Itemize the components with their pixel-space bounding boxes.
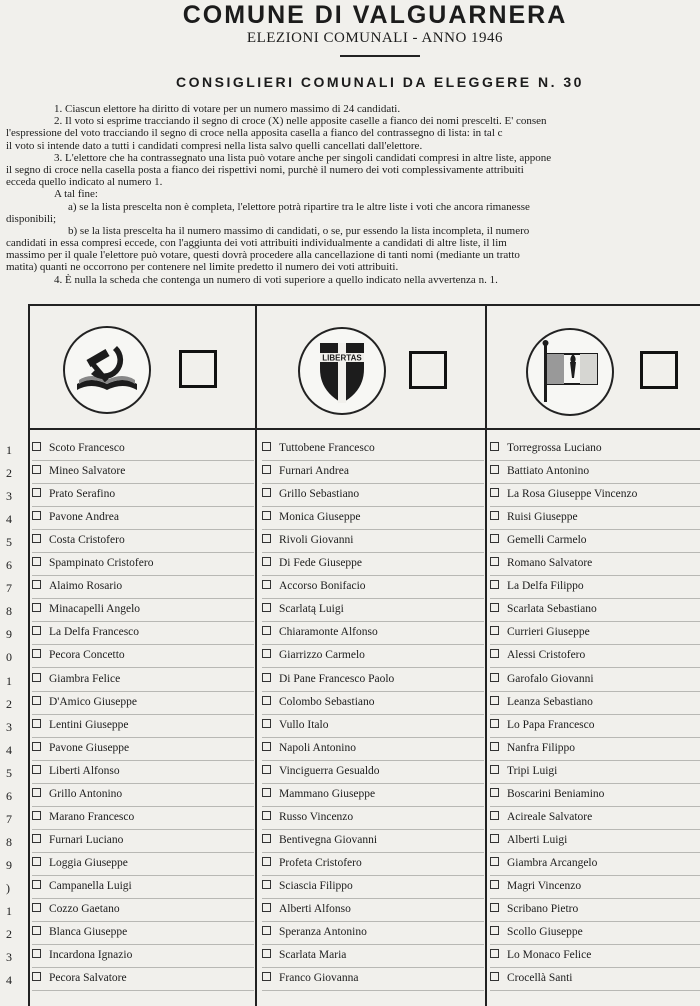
candidate-name: Romano Salvatore	[507, 557, 593, 570]
candidate-checkbox[interactable]	[262, 903, 271, 912]
candidate-row[interactable]	[490, 598, 700, 622]
candidate-row[interactable]	[262, 944, 484, 968]
candidate-row[interactable]	[32, 460, 254, 484]
candidate-row[interactable]	[490, 921, 700, 945]
candidate-row[interactable]	[262, 852, 484, 876]
candidate-row[interactable]	[32, 529, 254, 553]
candidate-name: Liberti Alfonso	[49, 764, 120, 777]
candidate-name: Torregrossa Luciano	[507, 442, 602, 454]
instruction-line: 4. È nulla la scheda che contenga un numero di voti superiore a quello indicato nella avvertenza n. 1.	[54, 273, 498, 286]
candidate-name: Scribano Pietro	[507, 903, 579, 915]
candidate-row[interactable]	[32, 898, 254, 922]
candidate-name: Profeta Cristofero	[279, 856, 362, 869]
candidate-name: Lo Papa Francesco	[507, 718, 595, 731]
emblem-row-divider	[28, 428, 700, 430]
candidate-row[interactable]	[32, 829, 254, 853]
candidate-checkbox[interactable]	[262, 673, 271, 682]
candidate-checkbox[interactable]	[32, 511, 41, 520]
candidate-checkbox[interactable]	[32, 903, 41, 912]
candidate-name: Cozzo Gaetano	[49, 903, 120, 915]
row-number: 2	[6, 696, 12, 711]
candidate-name: Loggia Giuseppe	[49, 856, 128, 869]
candidate-checkbox[interactable]	[32, 603, 41, 612]
candidate-checkbox[interactable]	[32, 465, 41, 474]
candidate-row[interactable]	[262, 760, 484, 784]
candidate-row[interactable]	[490, 737, 700, 761]
candidate-row[interactable]	[32, 644, 254, 668]
candidate-name: Giambra Felice	[49, 672, 121, 685]
row-number: 3	[6, 719, 12, 734]
candidate-row[interactable]	[490, 506, 700, 530]
libertas-label: LIBERTAS	[322, 353, 362, 363]
candidate-name: Alaimo Rosario	[49, 580, 123, 593]
instruction-line: il voto si intende dato a tutti i candidati compresi nella lista salvo quelli cancellati dall'elettore.	[6, 139, 423, 152]
candidate-checkbox[interactable]	[262, 580, 271, 589]
row-number: 3	[6, 950, 12, 965]
candidate-name: La Delfa Filippo	[507, 580, 584, 593]
candidate-name: Battiato Antonino	[507, 465, 590, 478]
candidate-checkbox[interactable]	[490, 788, 499, 797]
candidate-row[interactable]	[490, 691, 700, 715]
flag-icon	[528, 330, 612, 414]
list-1-vote-box[interactable]	[179, 350, 217, 388]
instruction-line: l'espressione del voto tracciando il segno di croce nella apposita casella a fianco del contrassegno di lista: in tal c	[6, 127, 503, 140]
row-number: 0	[6, 650, 12, 665]
candidate-name: Vinciguerra Gesualdo	[279, 764, 380, 777]
row-number: 1	[6, 443, 12, 457]
candidate-name: Grillo Sebastiano	[279, 488, 360, 501]
candidate-checkbox[interactable]	[32, 949, 41, 958]
candidate-name: Gemelli Carmelo	[507, 534, 587, 547]
candidate-checkbox[interactable]	[262, 442, 271, 451]
candidate-checkbox[interactable]	[32, 557, 41, 566]
candidate-row[interactable]	[262, 621, 484, 645]
candidate-name: Incardona Ignazio	[49, 949, 133, 962]
candidate-row[interactable]	[490, 668, 700, 692]
candidate-name: Di Fede Giuseppe	[279, 557, 363, 570]
candidate-name: Campanella Luigi	[49, 879, 132, 892]
candidate-checkbox[interactable]	[32, 580, 41, 589]
candidate-name: Ruisi Giuseppe	[507, 511, 578, 524]
candidate-name: Scollo Giuseppe	[507, 926, 583, 939]
candidate-checkbox[interactable]	[490, 857, 499, 866]
candidate-checkbox[interactable]	[490, 557, 499, 566]
candidate-name: La Delfa Francesco	[49, 626, 140, 639]
candidate-name: Speranza Antonino	[279, 926, 367, 939]
candidate-checkbox[interactable]	[32, 696, 41, 705]
candidate-name: Minacapelli Angelo	[49, 603, 141, 616]
candidate-checkbox[interactable]	[32, 880, 41, 889]
candidate-row[interactable]	[32, 691, 254, 715]
row-number: 6	[6, 788, 12, 803]
row-number: 8	[6, 834, 12, 849]
candidate-row[interactable]	[32, 967, 254, 991]
instruction-line: ecceda quello indicato al numero 1.	[6, 176, 163, 189]
candidate-name: Vullo Italo	[279, 718, 329, 731]
candidate-checkbox[interactable]	[32, 649, 41, 658]
row-number: 7	[6, 581, 12, 596]
candidate-name: Franco Giovanna	[279, 972, 359, 985]
candidate-checkbox[interactable]	[490, 834, 499, 843]
candidate-name: Monica Giuseppe	[279, 511, 361, 524]
candidate-row[interactable]	[262, 806, 484, 830]
candidate-checkbox[interactable]	[490, 765, 499, 774]
candidate-checkbox[interactable]	[490, 811, 499, 820]
candidate-checkbox[interactable]	[490, 673, 499, 682]
shield-icon	[300, 329, 384, 413]
row-number: 5	[6, 535, 12, 550]
candidate-name: Spampinato Cristofero	[49, 557, 154, 570]
hammer-sickle-icon	[65, 328, 149, 412]
candidate-row[interactable]	[490, 852, 700, 876]
candidate-row[interactable]	[32, 437, 254, 461]
candidate-name: Mineo Salvatore	[49, 465, 126, 478]
row-number: )	[6, 880, 10, 895]
candidate-checkbox[interactable]	[490, 534, 499, 543]
candidate-name: D'Amico Giuseppe	[49, 695, 137, 708]
candidate-checkbox[interactable]	[32, 857, 41, 866]
candidate-checkbox[interactable]	[262, 880, 271, 889]
candidate-checkbox[interactable]	[32, 626, 41, 635]
candidate-checkbox[interactable]	[262, 719, 271, 728]
row-number: 9	[6, 627, 12, 642]
candidate-checkbox[interactable]	[490, 580, 499, 589]
candidate-name: Colombo Sebastiano	[279, 695, 375, 708]
candidate-checkbox[interactable]	[262, 465, 271, 474]
candidate-row[interactable]	[32, 714, 254, 738]
instruction-line: massimo per il quale l'elettore può votare, questi dovrà procedere alla cancellazione di tanti nomi (mediante un tratto	[6, 249, 520, 262]
candidate-checkbox[interactable]	[490, 903, 499, 912]
candidate-name: Pavone Andrea	[49, 511, 119, 524]
candidate-row[interactable]	[490, 875, 700, 899]
candidate-checkbox[interactable]	[32, 972, 41, 981]
candidate-checkbox[interactable]	[262, 696, 271, 705]
candidate-checkbox[interactable]	[262, 649, 271, 658]
candidate-checkbox[interactable]	[490, 465, 499, 474]
candidate-row[interactable]	[32, 806, 254, 830]
candidate-name: Tuttobene Francesco	[279, 442, 375, 454]
candidate-name: Magri Vincenzo	[507, 879, 582, 892]
instruction-line: 1. Ciascun elettore ha diritto di votare per un numero massimo di 24 candidati.	[54, 103, 401, 115]
candidate-row[interactable]	[490, 783, 700, 807]
candidate-row[interactable]	[490, 760, 700, 784]
candidate-checkbox[interactable]	[32, 765, 41, 774]
candidate-row[interactable]	[262, 437, 484, 461]
candidate-name: Crocellà Santi	[507, 972, 573, 985]
candidate-checkbox[interactable]	[490, 742, 499, 751]
candidate-row[interactable]	[262, 921, 484, 945]
column-divider	[485, 306, 487, 1006]
candidate-row[interactable]	[32, 783, 254, 807]
candidate-row[interactable]	[262, 598, 484, 622]
candidate-checkbox[interactable]	[262, 488, 271, 497]
candidate-row[interactable]	[262, 783, 484, 807]
candidate-row[interactable]	[490, 483, 700, 507]
candidate-name: Di Pane Francesco Paolo	[279, 672, 395, 685]
candidate-row[interactable]	[32, 621, 254, 645]
candidate-checkbox[interactable]	[32, 811, 41, 820]
candidate-name: Blanca Giuseppe	[49, 926, 128, 939]
row-number: 7	[6, 811, 12, 826]
candidate-checkbox[interactable]	[262, 511, 271, 520]
candidate-row[interactable]	[32, 852, 254, 876]
candidate-checkbox[interactable]	[490, 649, 499, 658]
candidate-row[interactable]	[490, 644, 700, 668]
candidate-name: Bentivegna Giovanni	[279, 833, 378, 846]
row-number: 8	[6, 604, 12, 619]
candidate-row[interactable]	[32, 737, 254, 761]
candidate-row[interactable]	[262, 529, 484, 553]
row-number: 3	[6, 489, 12, 504]
candidate-checkbox[interactable]	[262, 788, 271, 797]
candidate-name: Giarrizzo Carmelo	[279, 649, 365, 662]
candidate-name: Accorso Bonifacio	[279, 580, 366, 593]
row-number: 2	[6, 927, 12, 942]
candidate-row[interactable]	[32, 483, 254, 507]
candidate-checkbox[interactable]	[262, 949, 271, 958]
candidate-checkbox[interactable]	[490, 972, 499, 981]
candidate-row[interactable]	[490, 437, 700, 461]
list-2-vote-box[interactable]	[409, 351, 447, 389]
row-number: 4	[6, 973, 12, 988]
row-number: 6	[6, 558, 12, 573]
candidate-checkbox[interactable]	[32, 534, 41, 543]
instruction-line: 3. L'elettore che ha contrassegnato una lista può votare anche per singoli candidati compresi in altre liste, appone	[54, 151, 552, 164]
candidate-row[interactable]	[490, 967, 700, 991]
candidate-name: Currieri Giuseppe	[507, 626, 590, 639]
candidate-row[interactable]	[262, 483, 484, 507]
candidate-name: Lo Monaco Felice	[507, 949, 592, 962]
candidate-row[interactable]	[262, 737, 484, 761]
candidate-checkbox[interactable]	[490, 442, 499, 451]
instruction-line: 2. Il voto si esprime tracciando il segno di croce (X) nelle apposite caselle a fianco dei nomi prescelti. E' consen	[54, 115, 547, 128]
instruction-line: a) se la lista prescelta non è completa, l'elettore potrà ripartire tra le altre liste i voti che ancora rimanesse	[68, 200, 530, 213]
candidate-checkbox[interactable]	[490, 511, 499, 520]
candidate-row[interactable]	[32, 506, 254, 530]
candidate-name: Russo Vincenzo	[279, 810, 354, 823]
title-rule	[340, 55, 420, 57]
candidate-checkbox[interactable]	[32, 834, 41, 843]
candidate-name: Pecora Concetto	[49, 649, 125, 662]
candidate-checkbox[interactable]	[262, 811, 271, 820]
row-number: 2	[6, 466, 12, 481]
ballot-subtitle: ELEZIONI COMUNALI - ANNO 1946	[246, 30, 504, 46]
instruction-line: disponibili;	[6, 212, 57, 225]
candidate-name: Rivoli Giovanni	[279, 534, 354, 547]
candidate-checkbox[interactable]	[490, 696, 499, 705]
candidate-row[interactable]	[262, 668, 484, 692]
candidate-checkbox[interactable]	[32, 673, 41, 682]
candidate-row[interactable]	[490, 529, 700, 553]
ballot-heading: CONSIGLIERI COMUNALI DA ELEGGERE N. 30	[176, 74, 584, 90]
candidate-name: Alberti Luigi	[507, 833, 568, 846]
candidate-name: Grillo Antonino	[49, 787, 123, 800]
candidate-row[interactable]	[262, 575, 484, 599]
candidate-checkbox[interactable]	[490, 880, 499, 889]
instruction-line: matita) quanti ne occorrono per contenere nel limite predetto il numero dei voti attribuiti.	[6, 261, 399, 274]
candidate-name: Furnari Luciano	[49, 833, 124, 846]
instruction-line: b) se la lista prescelta ha il numero massimo di candidati, o se, pur essendo la lista incompleta, il numero	[68, 224, 530, 237]
candidate-checkbox[interactable]	[490, 926, 499, 935]
candidate-checkbox[interactable]	[262, 742, 271, 751]
instruction-line: A tal fine:	[54, 188, 98, 201]
candidate-name: Scoto Francesco	[49, 442, 125, 454]
candidate-checkbox[interactable]	[490, 603, 499, 612]
candidate-row[interactable]	[262, 506, 484, 530]
candidate-row[interactable]	[262, 875, 484, 899]
flag-torch-emblem[interactable]	[526, 328, 614, 416]
candidate-row[interactable]	[262, 552, 484, 576]
candidate-checkbox[interactable]	[32, 719, 41, 728]
candidate-name: Giambra Arcangelo	[507, 856, 598, 869]
candidate-checkbox[interactable]	[32, 742, 41, 751]
crusader-shield-emblem[interactable]	[298, 327, 386, 415]
candidate-checkbox[interactable]	[490, 949, 499, 958]
candidate-checkbox[interactable]	[490, 488, 499, 497]
candidate-checkbox[interactable]	[32, 442, 41, 451]
candidate-row[interactable]	[32, 598, 254, 622]
candidate-name: Leanza Sebastiano	[507, 695, 593, 708]
candidate-checkbox[interactable]	[262, 557, 271, 566]
row-number: 5	[6, 765, 12, 780]
candidate-row[interactable]	[32, 875, 254, 899]
candidate-name: Costa Cristofero	[49, 534, 125, 547]
candidate-name: Garofalo Giovanni	[507, 672, 594, 685]
voting-instructions	[6, 103, 700, 286]
row-number: 4	[6, 742, 12, 757]
candidate-row[interactable]	[490, 575, 700, 599]
candidate-name: Acireale Salvatore	[507, 810, 593, 823]
candidate-checkbox[interactable]	[262, 626, 271, 635]
candidate-name: Alessi Cristofero	[507, 649, 586, 662]
candidate-name: Nanfra Filippo	[507, 741, 576, 754]
hammer-sickle-book-emblem[interactable]	[63, 326, 151, 414]
candidate-row[interactable]	[490, 829, 700, 853]
candidate-name: Marano Francesco	[49, 810, 135, 823]
candidate-name: Chiaramonte Alfonso	[279, 626, 378, 639]
candidate-checkbox[interactable]	[262, 926, 271, 935]
candidate-name: Scarlatą Luigi	[279, 603, 344, 616]
candidate-row[interactable]	[262, 691, 484, 715]
candidate-name: Lentini Giuseppe	[49, 718, 129, 731]
candidate-checkbox[interactable]	[262, 765, 271, 774]
candidate-name: Sciascia Filippo	[279, 879, 353, 892]
candidate-name: Boscarini Beniamino	[507, 787, 605, 800]
candidate-name: Pecora Salvatore	[49, 972, 127, 985]
candidate-name: Furnari Andrea	[279, 465, 349, 478]
instruction-line: candidati in essa compresi eccede, con l'aggiunta dei voti attribuiti individualmente a candidati di altre liste, il lim	[6, 237, 507, 250]
candidate-name: Prato Serafino	[49, 488, 116, 501]
candidate-checkbox[interactable]	[262, 534, 271, 543]
candidate-name: Scarlata Maria	[279, 949, 347, 962]
candidate-row[interactable]	[490, 944, 700, 968]
candidate-row[interactable]	[262, 967, 484, 991]
row-number: 4	[6, 512, 12, 527]
candidate-checkbox[interactable]	[262, 857, 271, 866]
candidate-row[interactable]	[32, 944, 254, 968]
candidate-row[interactable]	[262, 460, 484, 484]
candidate-checkbox[interactable]	[262, 603, 271, 612]
candidate-row[interactable]	[32, 668, 254, 692]
candidate-row[interactable]	[32, 575, 254, 599]
candidate-checkbox[interactable]	[32, 788, 41, 797]
candidate-name: Alberti Alfonso	[279, 903, 351, 915]
candidate-name: La Rosa Giuseppe Vincenzo	[507, 488, 638, 501]
candidate-row[interactable]	[262, 644, 484, 668]
candidate-row[interactable]	[490, 898, 700, 922]
candidate-name: Tripi Luigi	[507, 764, 558, 777]
candidate-row[interactable]	[490, 714, 700, 738]
candidate-name: Scarlata Sebastiano	[507, 603, 597, 616]
candidate-row[interactable]	[490, 552, 700, 576]
candidate-checkbox[interactable]	[32, 488, 41, 497]
candidate-row[interactable]	[490, 806, 700, 830]
candidate-name: Napoli Antonino	[279, 741, 356, 754]
candidate-row[interactable]	[32, 760, 254, 784]
ballot-title: COMUNE DI VALGUARNERA	[182, 1, 568, 29]
row-number: 1	[6, 904, 12, 918]
candidate-row[interactable]	[490, 621, 700, 645]
candidate-row[interactable]	[490, 460, 700, 484]
candidate-row[interactable]	[262, 829, 484, 853]
instruction-line: il segno di croce nella casella posta a fianco dei rispettivi nomi, purchè il numero dei voti complessivamente attribuiti	[6, 163, 524, 176]
row-number: 1	[6, 673, 12, 688]
candidate-checkbox[interactable]	[262, 834, 271, 843]
candidate-row[interactable]	[262, 714, 484, 738]
candidate-name: Pavone Giuseppe	[49, 741, 130, 754]
candidate-row[interactable]	[262, 898, 484, 922]
candidate-row[interactable]	[32, 552, 254, 576]
row-number: 9	[6, 857, 12, 872]
candidate-checkbox[interactable]	[262, 972, 271, 981]
candidate-name: Mammano Giuseppe	[279, 787, 376, 800]
candidate-checkbox[interactable]	[490, 719, 499, 728]
candidate-row[interactable]	[32, 921, 254, 945]
candidate-checkbox[interactable]	[32, 926, 41, 935]
candidate-checkbox[interactable]	[490, 626, 499, 635]
list-3-vote-box[interactable]	[640, 351, 678, 389]
column-divider	[255, 306, 257, 1006]
